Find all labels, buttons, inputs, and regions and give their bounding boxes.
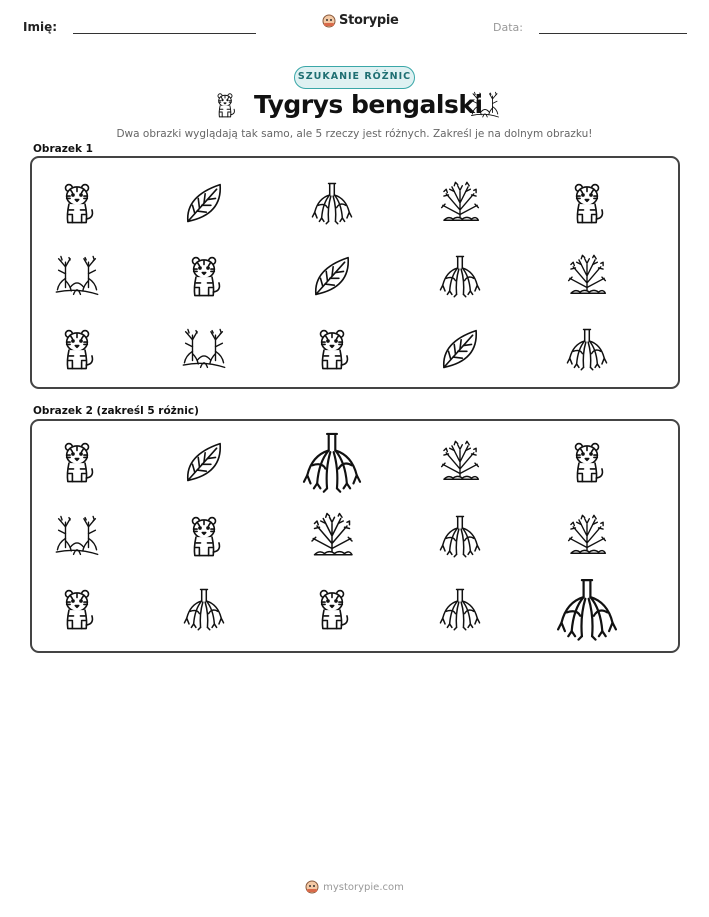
grid-cell[interactable] bbox=[54, 439, 100, 485]
roots-icon bbox=[181, 586, 227, 632]
tiger-icon bbox=[54, 180, 100, 226]
grid-cell[interactable] bbox=[564, 326, 610, 372]
leaf-icon bbox=[309, 253, 355, 299]
picture-2-label: Obrazek 2 (zakreśl 5 różnic) bbox=[33, 405, 199, 417]
activity-badge: SZUKANIE RÓŻNIC bbox=[294, 66, 415, 89]
tiger-icon bbox=[181, 513, 227, 559]
picture-2-panel[interactable] bbox=[30, 419, 680, 653]
tiger-icon bbox=[564, 439, 610, 485]
bush-icon bbox=[437, 439, 483, 485]
grid-cell[interactable] bbox=[54, 326, 100, 372]
grid-cell[interactable] bbox=[564, 253, 610, 299]
instructions: Dwa obrazki wyglądają tak samo, ale 5 rzeczy jest różnych. Zakreśl je na dolnym obrazku! bbox=[116, 128, 593, 140]
grid-cell[interactable] bbox=[181, 513, 227, 559]
roots-icon bbox=[564, 326, 610, 372]
grid-cell[interactable] bbox=[181, 439, 227, 485]
picture-1-label: Obrazek 1 bbox=[33, 143, 93, 155]
leaf-icon bbox=[181, 439, 227, 485]
footer-url: mystorypie.com bbox=[323, 881, 404, 893]
grid-cell[interactable] bbox=[54, 586, 100, 632]
leaf-icon bbox=[181, 180, 227, 226]
roots-icon bbox=[437, 513, 483, 559]
date-input-line[interactable] bbox=[539, 33, 687, 34]
name-input-line[interactable] bbox=[73, 33, 256, 34]
leaf-icon bbox=[437, 326, 483, 372]
brand-logo bbox=[322, 13, 399, 28]
bush-icon bbox=[437, 180, 483, 226]
grid-cell[interactable] bbox=[54, 180, 100, 226]
grid-cell[interactable] bbox=[437, 513, 483, 559]
mangrove-icon bbox=[469, 90, 501, 120]
grid-cell[interactable] bbox=[54, 253, 100, 299]
grid-cell[interactable] bbox=[437, 253, 483, 299]
grid-cell[interactable] bbox=[309, 253, 355, 299]
grid-cell[interactable] bbox=[553, 575, 621, 643]
tiger-icon bbox=[309, 586, 355, 632]
tiger-icon bbox=[181, 253, 227, 299]
roots-icon bbox=[309, 180, 355, 226]
date-label: Data: bbox=[493, 21, 523, 34]
title-row bbox=[0, 90, 709, 124]
grid-cell[interactable] bbox=[299, 429, 365, 495]
tiger-icon bbox=[564, 180, 610, 226]
roots-icon bbox=[299, 429, 365, 495]
tiger-icon bbox=[211, 90, 239, 120]
grid-cell[interactable] bbox=[564, 513, 610, 559]
grid-cell[interactable] bbox=[181, 253, 227, 299]
roots-icon bbox=[437, 586, 483, 632]
grid-cell[interactable] bbox=[307, 511, 357, 561]
picture-1-panel bbox=[30, 156, 680, 389]
grid-cell[interactable] bbox=[437, 180, 483, 226]
grid-cell[interactable] bbox=[181, 326, 227, 372]
mangrove-icon bbox=[54, 253, 100, 299]
tiger-icon bbox=[54, 326, 100, 372]
name-label: Imię: bbox=[23, 20, 58, 34]
storypie-logo-icon bbox=[305, 880, 319, 894]
grid-cell[interactable] bbox=[181, 180, 227, 226]
grid-cell[interactable] bbox=[54, 513, 100, 559]
storypie-logo-icon bbox=[322, 14, 336, 28]
bush-icon bbox=[564, 253, 610, 299]
tiger-icon bbox=[309, 326, 355, 372]
grid-cell[interactable] bbox=[437, 326, 483, 372]
page-title: Tygrys bengalski bbox=[254, 90, 483, 119]
bush-icon bbox=[564, 513, 610, 559]
brand-name: Storypie bbox=[339, 13, 399, 28]
bush-icon bbox=[307, 511, 357, 561]
grid-cell[interactable] bbox=[309, 180, 355, 226]
grid-cell[interactable] bbox=[309, 326, 355, 372]
grid-cell[interactable] bbox=[437, 439, 483, 485]
roots-icon bbox=[553, 575, 621, 643]
grid-cell[interactable] bbox=[309, 586, 355, 632]
footer bbox=[0, 880, 709, 894]
grid-cell[interactable] bbox=[564, 439, 610, 485]
mangrove-icon bbox=[181, 326, 227, 372]
mangrove-icon bbox=[54, 513, 100, 559]
roots-icon bbox=[437, 253, 483, 299]
tiger-icon bbox=[54, 439, 100, 485]
grid-cell[interactable] bbox=[564, 180, 610, 226]
tiger-icon bbox=[54, 586, 100, 632]
grid-cell[interactable] bbox=[437, 586, 483, 632]
grid-cell[interactable] bbox=[181, 586, 227, 632]
